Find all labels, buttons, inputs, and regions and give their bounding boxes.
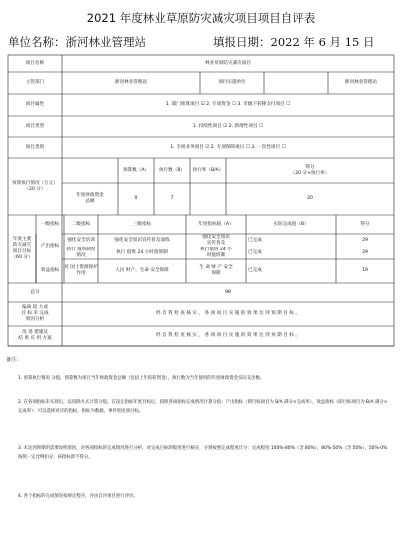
unit-value: 浙河林业管理站	[344, 80, 378, 85]
fund-header-score: 得分 （20 分×执行率）	[290, 164, 330, 176]
fund-score-value: 20	[307, 196, 313, 201]
total-score-value: 98	[225, 289, 231, 295]
row1-level2: 强化安全培训	[67, 237, 95, 243]
fund-header-budget: 预算数（A）	[122, 167, 150, 173]
attr-label: 项目属性	[25, 102, 45, 107]
improvement-label: 改 进 措施及 结 果 应 用 方案	[18, 330, 52, 341]
row2-actual: 已完成	[248, 250, 262, 255]
note-1: 1. 预算执行情况 分值，预算数为项目当年财政资金总额（包括上年结转资金），执行数为当年使用的年度财政资金实际支出数。	[18, 376, 265, 381]
deviation-analysis-value: 经 自 我 检 查 核 实 ， 各 项 项 目 实 施 的 效 果 达 到 预 期 目 标 。	[156, 311, 300, 316]
row1-actual: 已完成	[248, 237, 262, 243]
perf-header-level3: 三级指标	[132, 221, 152, 227]
row2-level3: 执行 值班 24 小时值班制	[116, 250, 168, 255]
unit-label: 项目实施单位	[218, 80, 246, 85]
note-2: 2. 在各项指标未实现后，以扣除方式计算分值。在设定指标年度目标后，按照各项指标完成情况计算分值；产出指标（即目标项目为 B/A 满分×完成率），效益指标（即目标项目为 B/A 满分×完成率）：可以选择对应的指标，指标为数据、事件进度项目标。	[18, 400, 388, 414]
notes-title: 备注：	[6, 357, 22, 363]
row3-level3: 人民 财产、生命 安全保障	[115, 268, 169, 273]
row3-target: 生 命 财 产 安全 保障	[199, 265, 233, 276]
row2-level2: 执行 值班制度 情况	[66, 247, 96, 258]
perf-header-level1: 一级指标	[40, 221, 60, 227]
row1-score: 29	[362, 237, 368, 243]
fund-row-label: 年度财政资金 总额	[76, 193, 104, 204]
fund-executed-value: 7	[170, 196, 174, 201]
total-score-label: 总分	[30, 289, 40, 295]
row3-actual: 已完成	[248, 268, 262, 273]
fund-header-executed: 执行数（B）	[158, 167, 186, 173]
improvement-value: 经 自 我 检 查 核 实 ， 各 项 项 目 实 施 的 效 果 达 到 预 期 目 标 。	[156, 333, 300, 338]
deviation-analysis-label: 偏离 较 大或 目 标 未 完成 原因分析	[21, 305, 49, 322]
row3-level2: 对 国土资源保护 作用	[64, 265, 98, 276]
row2-target: 执行值班 24 小 时值班制	[200, 247, 232, 258]
perf-header-score: 得分	[360, 221, 370, 227]
fund-header-rate: 执行率（B/A）	[192, 167, 224, 173]
row3-score: 19	[362, 268, 368, 273]
note-3: 3. 未达到预期的需要说明原因，对各项指标的完成情况进行分析，对完成目标的程度进行核实，分别按照完成程度计分：完成程度 100%-80%（含 80%），80%-50%（含 50%），50%-0% 按照一定比例扣分，该指标即不得分。	[18, 446, 388, 460]
row1-target: 强化安全知识 宣传普及	[202, 234, 230, 246]
row2-score: 29	[362, 250, 368, 255]
type-value: 1. 持续性项目 ☑ 2. 新增性项目 ☐	[192, 123, 264, 129]
project-name-label: 项目名称	[25, 60, 45, 66]
attr-value: 1. 部门预算项目 ☑ 2. 专项资金 ☐ 3. 市级下转移支付项目 ☐	[165, 102, 291, 107]
perf-header-target: 年度指标值（A）	[198, 221, 234, 227]
row1-level3: 强化安全知识宣传普及演练	[114, 237, 170, 243]
category-value: 1. 专项业务项目 ☑ 2. 专项保障项目 ☐ 3. 一次性项目 ☐	[170, 144, 286, 150]
report-date: 填报日期：2022 年 6 月 15 日	[213, 35, 375, 49]
unit-name: 单位名称：浙河林业管理站	[8, 35, 146, 49]
perf-header-level2: 二级指标	[71, 221, 91, 227]
project-name-value: 林业草原防灾减灾项目	[205, 60, 251, 66]
dept-value: 浙河林业管理站	[114, 80, 148, 85]
note-4: 4. 各个指标的完成情况按规定程序，并由自评项目进行评价。	[18, 494, 138, 499]
dept-label: 主管部门	[25, 80, 45, 85]
category-label: 项目类别	[25, 144, 45, 150]
perf-header-actual: 实际完成值（B）	[273, 221, 309, 227]
performance-section-label: 年度主要 防灾减灾 项目目标 （60 分）	[11, 237, 33, 260]
output-indicator-label: 产出指标	[40, 243, 60, 249]
fund-budget-value: 0	[134, 196, 138, 201]
page-title: 2021 年度林业草原防灾减灾项目项目自评表	[86, 11, 316, 25]
benefit-indicator-label: 效益指标	[40, 268, 60, 273]
type-label: 项目类型	[25, 123, 45, 129]
fund-section-label: 预算执行情况（万元） （20 分）	[12, 180, 58, 192]
